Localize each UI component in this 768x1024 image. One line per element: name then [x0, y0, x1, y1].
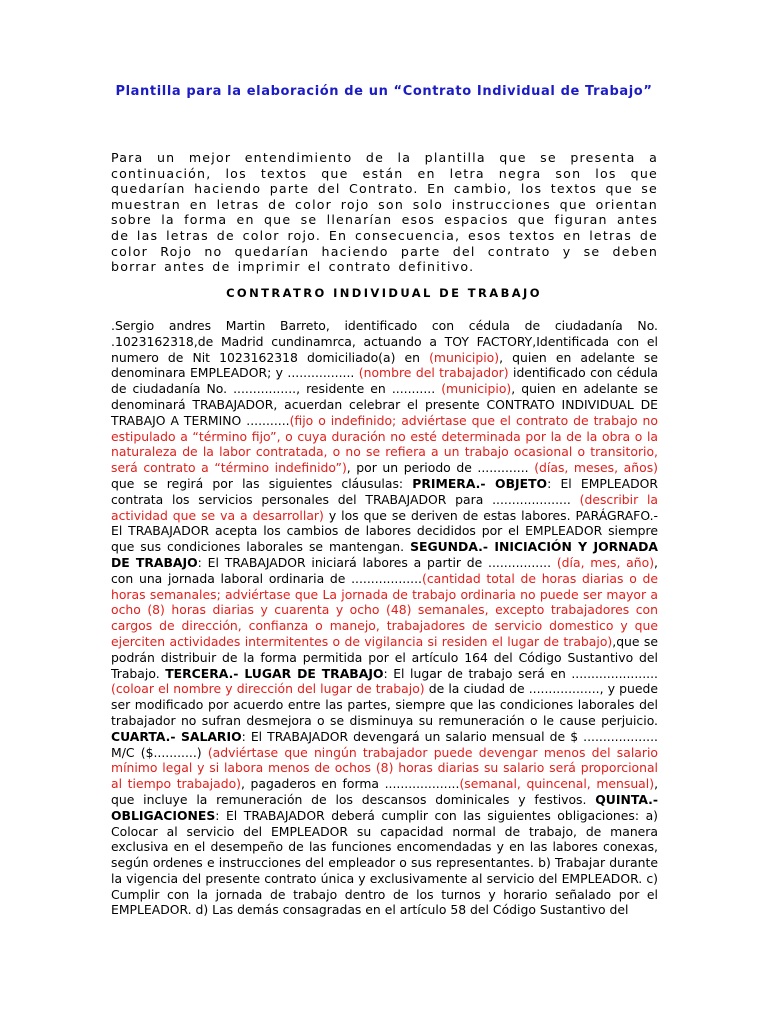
body-text: : El TRABAJADOR iniciará labores a partir de ................ — [197, 554, 557, 570]
clause-title: QUINTA.- OBLIGACIONES — [111, 791, 658, 823]
clause-title: SEGUNDA.- INICIACIÓN Y JORNADA DE TRABAJO — [111, 539, 658, 570]
instruction-text: (describir la actividad que se va a desarrollar) — [111, 491, 658, 523]
body-text: : El EMPLEADOR contrata los servicios personales del TRABAJADOR para .................... — [111, 475, 658, 507]
body-text: y los que se deriven de estas labores. PARÁGRAFO.- El TRABAJADOR acepta los cambios de labores decididos por el EMPLEADOR siempre que sus condiciones laborales se mantengan. — [111, 507, 658, 555]
instruction-text: (semanal, quincenal, mensual) — [459, 776, 655, 792]
document-title: Plantilla para la elaboración de un “Contrato Individual de Trabajo” — [115, 84, 653, 99]
body-text: .Sergio andres Martin Barreto, identificado con cédula de ciudadanía No. .1023162318,de Madrid cundinamrca, actuando a TOY FACTORY,Identificada con el numero de Nit 1023162318 domiciliado(a) en — [111, 318, 658, 365]
body-text: : El TRABAJADOR deberá cumplir con las siguientes obligaciones: a) Colocar al servicio del EMPLEADOR su capacidad normal de trabajo, de manera exclusiva en el desempeño de las funciones encomendadas y en las labores conexas, según ordenes e instrucciones del empleador o sus representantes. b) Trabajar durante la vigencia del presente contrato única y exclusivamente al servicio del EMPLEADOR. c) Cumplir con la jornada de trabajo dentro de los turnos y horario señalado por el EMPLEADOR. d) Las demás consagradas en el artículo 58 del Código Sustantivo del — [111, 807, 658, 918]
contract-heading: CONTRATRO INDIVIDUAL DE TRABAJO — [226, 286, 542, 300]
clause-title: PRIMERA.- OBJETO — [412, 475, 548, 491]
contract-body — [111, 318, 658, 918]
clause-title: TERCERA.- LUGAR DE TRABAJO — [165, 665, 384, 681]
body-text: , por un periodo de ............. — [346, 460, 535, 476]
body-text: , quien en adelante se denominará TRABAJADOR, acuerdan celebrar el presente CONTRATO INDIVIDUAL DE TRABAJO A TERMINO ........... — [111, 381, 658, 428]
body-text: , pagaderos en forma ................... — [241, 776, 460, 792]
body-text: : El TRABAJADOR devengará un salario mensual de $ ................... M/C ($...........) — [111, 728, 658, 760]
body-text: , que incluye la remuneración de los descansos dominicales y festivos. — [111, 776, 659, 807]
instruction-text: (días, meses, años) — [534, 460, 658, 476]
instruction-text: (fijo o indefinido; adviértase que el contrato de trabajo no estipulado a “término fijo”, o cuya duración no esté determinada por la de la obra o la naturaleza de la labor contratada, o no se refiera a un trabajo ocasional o transitorio, será contrato a “término indefinido”) — [111, 412, 658, 476]
instruction-text: (coloar el nombre y dirección del lugar de trabajo) — [111, 681, 425, 697]
instruction-text: (adviértase que ningún trabajador puede devengar menos del salario mínimo legal y si labora menos de ochos (8) horas diarias su salario será proporcional al tiempo trabajado) — [111, 744, 658, 792]
body-text: ,que se podrán distribuir de la forma permitida por el artículo 164 del Código Sustantivo del Trabajo. — [111, 633, 658, 681]
instruction-text: (municipio) — [441, 381, 512, 397]
body-text: : El lugar de trabajo será en ...................... — [383, 665, 658, 681]
body-text: de la ciudad de .................., y puede ser modificado por acuerdo entre las partes, siempre que las condiciones laborales del trabajador no sufran desmejora o se disminuya su remuneración o le cause perjuicio. — [111, 681, 658, 728]
instruction-text: (municipio) — [429, 349, 500, 365]
body-text: que se regirá por las siguientes cláusulas: — [111, 475, 413, 491]
instruction-text: (nombre del trabajador) — [358, 365, 509, 381]
clause-title: CUARTA.- SALARIO — [111, 728, 242, 744]
instruction-text: (día, mes, año) — [556, 554, 655, 570]
body-text: , con una jornada laboral ordinaria de .................. — [111, 554, 658, 586]
intro-paragraph: Para un mejor entendimiento de la plantilla que se presenta a continuación, los textos que están en letra negra son los que quedarían haciendo parte del Contrato. En cambio, los textos que se muestran en letras de color rojo son solo instrucciones que orientan sobre la forma en que se llenarían esos espacios que figuran antes de las letras de color rojo. En consecuencia, esos textos en letras de color Rojo no quedarían haciendo parte del contrato y se deben borrar antes de imprimir el contrato definitivo. — [111, 150, 658, 275]
body-text: , quien en adelante se denominara EMPLEADOR; y ................. — [111, 349, 658, 381]
instruction-text: (cantidad total de horas diarias o de horas semanales; adviértase que La jornada de trabajo ordinaria no puede ser mayor a ocho (8) horas diarias y cuarenta y ocho (48) semanales, excepto trabajadores con cargos de dirección, confianza o manejo, trabajadores de servicio domestico y que ejerciten actividades intermitentes o de vigilancia si residen el lugar de trabajo) — [111, 570, 658, 649]
body-text: identificado con cédula de ciudadanía No. ................, residente en ........... — [111, 365, 658, 397]
